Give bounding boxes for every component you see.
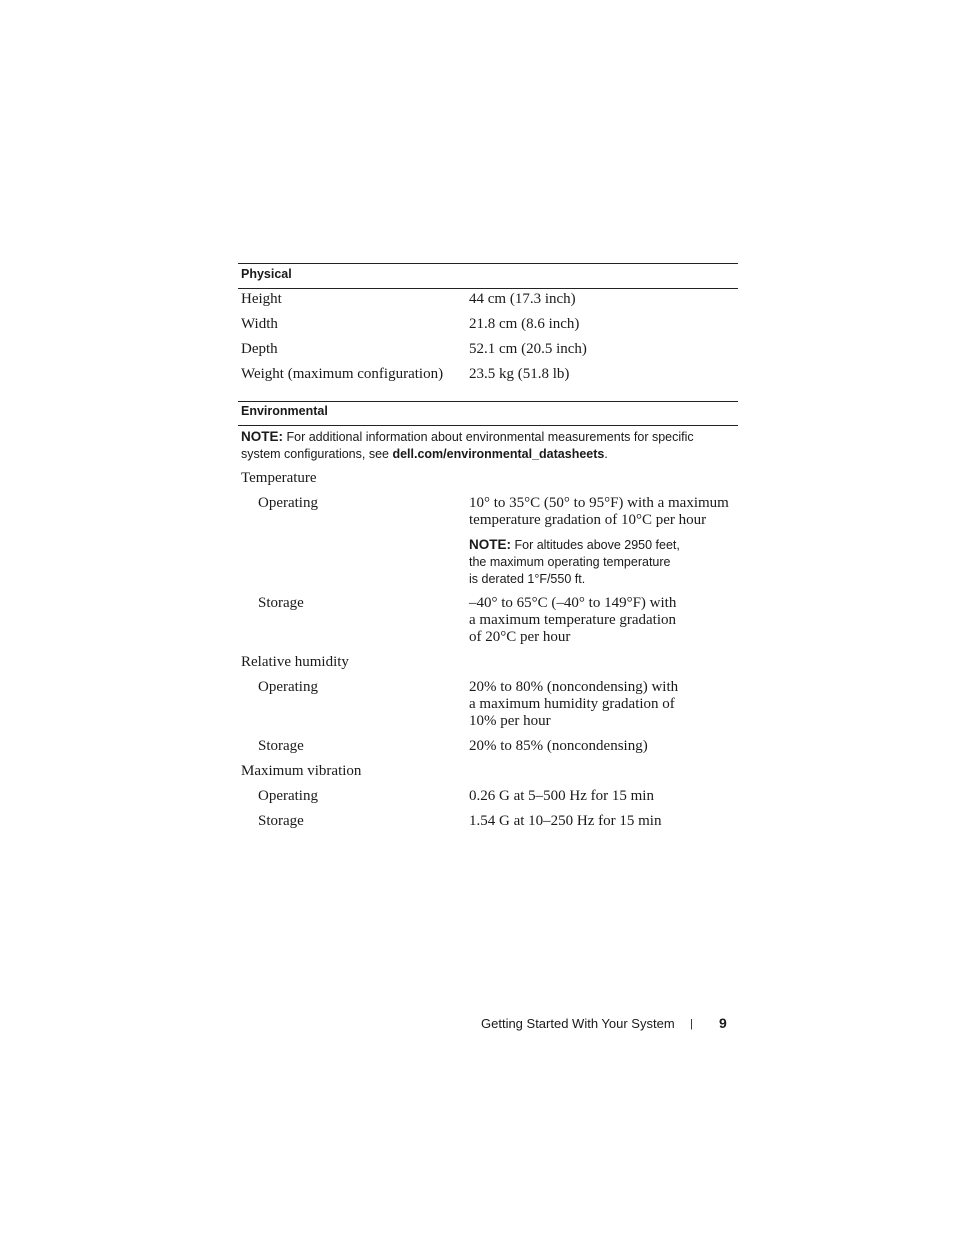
temperature-label: Temperature: [241, 470, 317, 486]
humidity-label: Relative humidity: [241, 654, 349, 670]
environmental-note: NOTE: For additional information about environmental measurements for specific system configurations, see dell.com/environmental_datasheets.: [241, 429, 694, 461]
operating-label: Operating: [258, 788, 318, 804]
environmental-header-rule: [238, 425, 738, 426]
vibration-label: Maximum vibration: [241, 763, 362, 779]
storage-label: Storage: [258, 813, 304, 829]
temperature-operating-value: 10° to 35°C (50° to 95°F) with a maximum temperature gradation of 10°C per hour: [469, 495, 729, 528]
footer-title: Getting Started With Your System: [481, 1016, 675, 1031]
spec-label: Weight (maximum configuration): [241, 366, 444, 382]
temperature-storage-value: –40° to 65°C (–40° to 149°F) with a maximum temperature gradation of 20°C per hour: [469, 595, 677, 645]
spec-label: Height: [241, 291, 282, 307]
note-text: system configurations, see: [241, 447, 393, 461]
note-tag: NOTE:: [469, 537, 511, 552]
spec-value: 44 cm (17.3 inch): [469, 291, 576, 307]
spec-value: 23.5 kg (51.8 lb): [469, 366, 570, 382]
page-number: 9: [719, 1015, 727, 1031]
humidity-storage-value: 20% to 85% (noncondensing): [469, 738, 648, 754]
environmental-section-title: Environmental: [241, 404, 328, 418]
vibration-operating-value: 0.26 G at 5–500 Hz for 15 min: [469, 788, 654, 804]
spec-value: 21.8 cm (8.6 inch): [469, 316, 580, 332]
note-text: For additional information about environmental measurements for specific: [286, 430, 694, 444]
operating-label: Operating: [258, 679, 318, 695]
operating-label: Operating: [258, 495, 318, 511]
physical-section-title: Physical: [241, 267, 292, 281]
temperature-operating-note: NOTE: For altitudes above 2950 feet, the maximum operating temperature is derated 1°F/550 ft.: [469, 537, 680, 586]
spec-value: 52.1 cm (20.5 inch): [469, 341, 587, 357]
spec-label: Depth: [241, 341, 278, 357]
storage-label: Storage: [258, 595, 304, 611]
storage-label: Storage: [258, 738, 304, 754]
physical-header-rule: [238, 288, 738, 289]
note-tag: NOTE:: [241, 429, 283, 444]
datasheets-link[interactable]: dell.com/environmental_datasheets: [392, 447, 605, 461]
environmental-top-rule: [238, 401, 738, 402]
vibration-storage-value: 1.54 G at 10–250 Hz for 15 min: [469, 813, 662, 829]
humidity-operating-value: 20% to 80% (noncondensing) with a maximum humidity gradation of 10% per hour: [469, 679, 679, 729]
spec-label: Width: [241, 316, 278, 332]
physical-top-rule: [238, 263, 738, 264]
footer-separator: |: [690, 1018, 693, 1030]
